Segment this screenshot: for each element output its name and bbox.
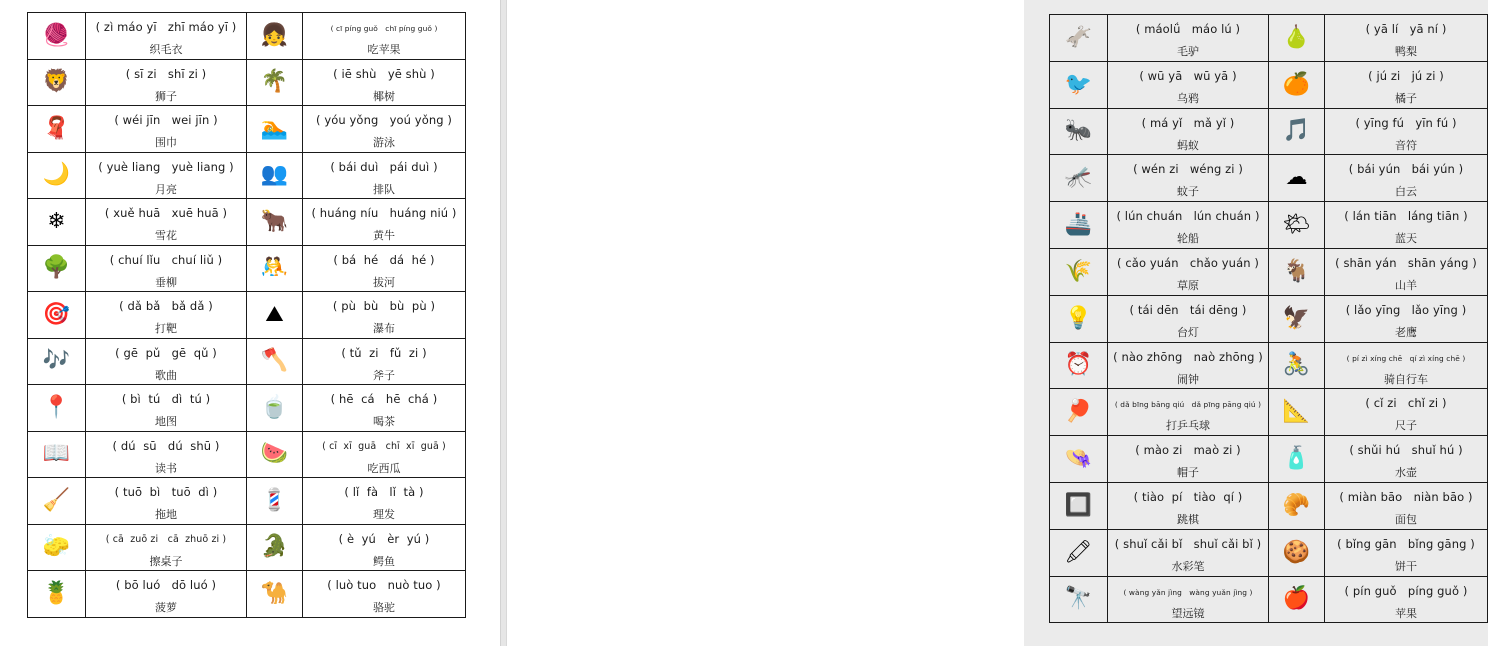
picture-cell bbox=[247, 385, 303, 432]
desk-lamp-icon: 💡 bbox=[1064, 305, 1093, 331]
table-row bbox=[28, 571, 466, 618]
scarf-icon: 🧣 bbox=[42, 115, 71, 141]
pinyin-cell bbox=[303, 524, 466, 571]
hanzi-word: 喝茶 bbox=[373, 415, 395, 428]
pinyin-cell bbox=[1325, 155, 1488, 202]
pinyin-cell bbox=[1325, 61, 1488, 108]
pinyin-choices: ( sī zi shī zi ) bbox=[125, 66, 207, 81]
hanzi-word: 老鹰 bbox=[1395, 325, 1417, 339]
pinyin-table-left bbox=[27, 12, 466, 618]
hanzi-word: 蚊子 bbox=[1177, 185, 1199, 199]
worksheet-page-left bbox=[0, 0, 500, 646]
hanzi-word: 打乒乓球 bbox=[1166, 419, 1210, 433]
picture-cell bbox=[247, 292, 303, 339]
pinyin-choices: ( shuǐ cǎi bǐ shuǐ cǎi bǐ ) bbox=[1114, 536, 1262, 551]
table-row bbox=[1050, 15, 1488, 62]
pinyin-choices: ( wéi jīn wei jīn ) bbox=[114, 113, 218, 127]
target-icon: 🎯 bbox=[42, 301, 71, 327]
hanzi-word: 轮船 bbox=[1177, 232, 1199, 246]
picture-cell bbox=[247, 152, 303, 199]
pinyin-choices: ( cā zuō zi cā zhuō zi ) bbox=[105, 533, 227, 545]
pinyin-cell bbox=[86, 199, 247, 246]
table-row bbox=[1050, 389, 1488, 436]
pinyin-cell bbox=[1325, 15, 1488, 62]
pinyin-cell bbox=[303, 338, 466, 385]
pinyin-choices: ( tái dēn tái dēng ) bbox=[1129, 302, 1247, 317]
pinyin-choices: ( lǎo yīng lǎo yīng ) bbox=[1345, 302, 1467, 317]
pinyin-choices: ( pín guǒ píng guǒ ) bbox=[1344, 583, 1468, 598]
hanzi-word: 地图 bbox=[155, 415, 177, 428]
pinyin-cell bbox=[1108, 295, 1269, 342]
pinyin-cell bbox=[86, 59, 247, 106]
picture-cell bbox=[247, 431, 303, 478]
pinyin-cell bbox=[86, 152, 247, 199]
picture-cell bbox=[1050, 529, 1108, 576]
picture-cell bbox=[28, 106, 86, 153]
picture-cell bbox=[1050, 15, 1108, 62]
kids-eating-watermelon-icon: 🍉 bbox=[260, 441, 289, 467]
pinyin-cell bbox=[1325, 436, 1488, 483]
hanzi-word: 鳄鱼 bbox=[373, 554, 395, 568]
pinyin-choices: ( pù bù bù pù ) bbox=[332, 299, 436, 313]
hanzi-word: 斧子 bbox=[373, 368, 395, 382]
hanzi-word: 月亮 bbox=[155, 182, 177, 196]
picture-cell bbox=[247, 106, 303, 153]
pinyin-choices: ( wū yā wū yā ) bbox=[1139, 68, 1237, 83]
pinyin-choices: ( lán tiān láng tiān ) bbox=[1344, 209, 1468, 224]
pinyin-cell bbox=[1108, 389, 1269, 436]
picture-cell bbox=[1050, 248, 1108, 295]
hanzi-word: 吃苹果 bbox=[367, 43, 401, 56]
pinyin-cell bbox=[86, 338, 247, 385]
pinyin-cell bbox=[1325, 108, 1488, 155]
hanzi-word: 饼干 bbox=[1395, 559, 1417, 573]
crocodile-icon: 🐊 bbox=[260, 534, 289, 560]
hanzi-word: 围巾 bbox=[155, 136, 177, 149]
hanzi-word: 蓝天 bbox=[1395, 232, 1417, 246]
pinyin-cell bbox=[1325, 248, 1488, 295]
hanzi-word: 鸭梨 bbox=[1395, 45, 1417, 58]
pinyin-cell bbox=[303, 478, 466, 525]
watercolor-pens-icon: 🖍 bbox=[1064, 539, 1093, 565]
pinyin-choices: ( mào zi maò zi ) bbox=[1135, 443, 1241, 458]
pinyin-cell bbox=[303, 59, 466, 106]
picture-cell bbox=[28, 385, 86, 432]
hanzi-word: 垂柳 bbox=[155, 275, 177, 289]
mopping-floor-icon: 🧹 bbox=[42, 487, 71, 513]
pinyin-choices: ( yīng fú yīn fú ) bbox=[1355, 115, 1457, 130]
pinyin-cell bbox=[86, 524, 247, 571]
picture-cell bbox=[1269, 15, 1325, 62]
pinyin-choices: ( è yú èr yú ) bbox=[338, 531, 430, 546]
swimming-icon: 🏊 bbox=[260, 115, 289, 141]
pinyin-cell bbox=[86, 13, 247, 60]
pinyin-choices: ( dǎ bīng bāng qiú dǎ pīng pāng qiú ) bbox=[1114, 400, 1262, 410]
hanzi-word: 排队 bbox=[373, 182, 395, 196]
pinyin-choices: ( wàng yǎn jìng wàng yuǎn jìng ) bbox=[1123, 587, 1253, 597]
hanzi-word: 打靶 bbox=[155, 322, 177, 335]
table-row bbox=[1050, 108, 1488, 155]
hanzi-word: 雪花 bbox=[155, 229, 177, 242]
grassland-icon: 🌾 bbox=[1064, 258, 1093, 284]
pinyin-choices: ( cī xī guā chī xī guā ) bbox=[322, 440, 446, 452]
pinyin-choices: ( má yǐ mǎ yǐ ) bbox=[1141, 115, 1235, 130]
pinyin-cell bbox=[86, 292, 247, 339]
hanzi-word: 拖地 bbox=[155, 508, 177, 521]
hanzi-word: 读书 bbox=[155, 461, 177, 475]
pinyin-choices: ( nào zhōng naò zhōng ) bbox=[1113, 349, 1263, 364]
picture-cell bbox=[28, 571, 86, 618]
hanzi-word: 苹果 bbox=[1395, 606, 1417, 620]
table-row bbox=[28, 338, 466, 385]
picture-cell bbox=[1269, 576, 1325, 623]
moon-icon: 🌙 bbox=[42, 162, 71, 188]
table-row bbox=[1050, 342, 1488, 389]
hanzi-word: 擦桌子 bbox=[149, 554, 183, 568]
picture-cell bbox=[1050, 108, 1108, 155]
pinyin-cell bbox=[303, 152, 466, 199]
table-row bbox=[1050, 295, 1488, 342]
pinyin-choices: ( cǐ zi chǐ zi ) bbox=[1365, 396, 1447, 411]
picture-cell bbox=[1050, 155, 1108, 202]
pineapple-icon: 🍍 bbox=[42, 580, 71, 606]
pinyin-choices: ( luò tuo nuò tuo ) bbox=[327, 578, 441, 592]
table-row bbox=[1050, 529, 1488, 576]
pinyin-cell bbox=[303, 431, 466, 478]
pinyin-cell bbox=[1108, 342, 1269, 389]
table-row bbox=[28, 13, 466, 60]
page-gutter bbox=[500, 0, 507, 646]
pinyin-choices: ( dú sū dú shū ) bbox=[112, 438, 220, 453]
pinyin-choices: ( hē cá hē chá ) bbox=[330, 392, 438, 406]
girl-eating-apple-icon: 👧 bbox=[260, 22, 289, 48]
pinyin-cell bbox=[303, 13, 466, 60]
donkey-icon: 🫏 bbox=[1064, 24, 1093, 50]
musical-notes-icon: 🎵 bbox=[1282, 118, 1311, 144]
hanzi-word: 瀑布 bbox=[373, 322, 395, 335]
picture-cell bbox=[1269, 529, 1325, 576]
hanzi-word: 椰树 bbox=[373, 89, 395, 103]
picture-cell bbox=[247, 199, 303, 246]
picture-cell bbox=[1050, 436, 1108, 483]
picture-cell bbox=[28, 13, 86, 60]
picture-cell bbox=[247, 59, 303, 106]
camel-icon: 🐪 bbox=[260, 580, 289, 606]
table-row bbox=[28, 524, 466, 571]
table-row bbox=[1050, 576, 1488, 623]
hanzi-word: 黄牛 bbox=[373, 229, 395, 242]
table-row bbox=[28, 478, 466, 525]
pinyin-cell bbox=[86, 571, 247, 618]
ox-icon: 🐂 bbox=[260, 208, 289, 234]
pinyin-choices: ( bái duì pái duì ) bbox=[330, 159, 438, 174]
pinyin-choices: ( bá hé dá hé ) bbox=[333, 252, 435, 267]
hanzi-word: 毛驴 bbox=[1177, 45, 1199, 58]
cookies-icon: 🍪 bbox=[1282, 539, 1311, 565]
picture-cell bbox=[1050, 295, 1108, 342]
eagle-icon: 🦅 bbox=[1282, 305, 1311, 331]
music-notes-icon: 🎶 bbox=[42, 348, 71, 374]
crow-icon: 🐦 bbox=[1064, 71, 1093, 97]
cyclists-icon: 🚴 bbox=[1282, 352, 1311, 378]
pinyin-cell bbox=[303, 106, 466, 153]
pinyin-choices: ( gē pǔ gē qǔ ) bbox=[115, 345, 217, 360]
pinyin-choices: ( lǐ fà lǐ tà ) bbox=[344, 485, 424, 499]
picture-cell bbox=[247, 571, 303, 618]
water-bottle-icon: 🧴 bbox=[1282, 446, 1311, 472]
pinyin-choices: ( shān yán shān yáng ) bbox=[1335, 255, 1477, 270]
pinyin-cell bbox=[1108, 482, 1269, 529]
hanzi-word: 理发 bbox=[373, 508, 395, 521]
pinyin-choices: ( miàn bāo niàn bāo ) bbox=[1339, 489, 1473, 504]
picture-cell bbox=[28, 152, 86, 199]
picture-cell bbox=[247, 13, 303, 60]
pinyin-cell bbox=[1108, 436, 1269, 483]
hanzi-word: 望远镜 bbox=[1171, 606, 1205, 620]
pinyin-choices: ( xuě huā xuē huā ) bbox=[104, 206, 228, 220]
axe-icon: 🪓 bbox=[260, 348, 289, 374]
picture-cell bbox=[1269, 342, 1325, 389]
pinyin-cell bbox=[1108, 61, 1269, 108]
hanzi-word: 面包 bbox=[1395, 512, 1417, 526]
pinyin-cell bbox=[303, 245, 466, 292]
table-row bbox=[1050, 436, 1488, 483]
pinyin-cell bbox=[1325, 295, 1488, 342]
picture-cell bbox=[28, 199, 86, 246]
hanzi-word: 菠萝 bbox=[155, 601, 177, 614]
table-row bbox=[1050, 248, 1488, 295]
apples-icon: 🍎 bbox=[1282, 586, 1311, 612]
pinyin-choices: ( tiào pí tiào qí ) bbox=[1133, 489, 1243, 504]
goat-icon: 🐐 bbox=[1282, 258, 1311, 284]
picture-cell bbox=[28, 478, 86, 525]
table-row bbox=[28, 152, 466, 199]
picture-cell bbox=[1269, 202, 1325, 249]
pinyin-cell bbox=[1108, 108, 1269, 155]
picture-cell bbox=[1269, 436, 1325, 483]
hanzi-word: 闹钟 bbox=[1177, 372, 1199, 386]
picture-cell bbox=[28, 59, 86, 106]
tug-of-war-icon: 🤼 bbox=[260, 255, 289, 281]
hanzi-word: 跳棋 bbox=[1177, 512, 1199, 526]
pinyin-choices: ( bì tú dì tú ) bbox=[121, 392, 211, 406]
picture-cell bbox=[247, 338, 303, 385]
pinyin-cell bbox=[1325, 576, 1488, 623]
hanzi-word: 歌曲 bbox=[155, 368, 177, 382]
map-pin-icon: 📍 bbox=[42, 394, 71, 420]
table-row bbox=[28, 431, 466, 478]
pinyin-choices: ( dǎ bǎ bǎ dǎ ) bbox=[119, 299, 213, 313]
picture-cell bbox=[1050, 342, 1108, 389]
table-row bbox=[28, 199, 466, 246]
pinyin-cell bbox=[1325, 482, 1488, 529]
hanzi-word: 尺子 bbox=[1395, 419, 1417, 433]
picture-cell bbox=[247, 524, 303, 571]
pinyin-choices: ( huáng níu huáng niú ) bbox=[311, 206, 457, 220]
table-row bbox=[1050, 155, 1488, 202]
picture-cell bbox=[1269, 389, 1325, 436]
table-row bbox=[28, 385, 466, 432]
pinyin-choices: ( tuō bì tuō dì ) bbox=[114, 485, 218, 499]
hanzi-word: 山羊 bbox=[1395, 278, 1417, 292]
bread-icon: 🥐 bbox=[1282, 492, 1311, 518]
hanzi-word: 橘子 bbox=[1395, 91, 1417, 105]
hanzi-word: 草原 bbox=[1177, 278, 1199, 292]
hanzi-word: 乌鸦 bbox=[1177, 91, 1199, 105]
willow-tree-icon: 🌳 bbox=[42, 255, 71, 281]
pinyin-cell bbox=[303, 385, 466, 432]
picture-cell bbox=[28, 245, 86, 292]
ship-icon: 🚢 bbox=[1064, 212, 1093, 238]
telescope-icon: 🔭 bbox=[1064, 586, 1093, 612]
picture-cell bbox=[1269, 482, 1325, 529]
pinyin-choices: ( lún chuán lún chuán ) bbox=[1116, 209, 1260, 224]
orange-icon: 🍊 bbox=[1282, 71, 1311, 97]
pinyin-choices: ( bǐng gān bǐng gāng ) bbox=[1337, 536, 1475, 551]
mosquito-icon: 🦟 bbox=[1064, 165, 1093, 191]
reading-child-icon: 📖 bbox=[42, 441, 71, 467]
hanzi-word: 帽子 bbox=[1177, 466, 1199, 480]
barber-icon: 💈 bbox=[260, 487, 289, 513]
pinyin-choices: ( wén zi wéng zi ) bbox=[1133, 162, 1243, 177]
worksheet-page-right bbox=[507, 0, 1477, 646]
pinyin-choices: ( máolǘ máo lú ) bbox=[1135, 22, 1241, 36]
pinyin-choices: ( yā lí yā ní ) bbox=[1365, 22, 1447, 36]
table-tennis-icon: 🏓 bbox=[1064, 399, 1093, 425]
hanzi-word: 台灯 bbox=[1177, 325, 1199, 339]
pinyin-choices: ( bái yún bái yún ) bbox=[1348, 162, 1464, 177]
lion-icon: 🦁 bbox=[42, 69, 71, 95]
pinyin-cell bbox=[1325, 529, 1488, 576]
picture-cell bbox=[28, 431, 86, 478]
pinyin-choices: ( yóu yǒng yoú yǒng ) bbox=[316, 113, 452, 127]
pinyin-choices: ( chuí lǐu chuí liǔ ) bbox=[109, 252, 223, 267]
alarm-clock-icon: ⏰ bbox=[1064, 352, 1093, 378]
table-row bbox=[1050, 482, 1488, 529]
hanzi-word: 吃西瓜 bbox=[367, 461, 401, 475]
waterfall-icon: ⛰ bbox=[265, 301, 284, 327]
picture-cell bbox=[1269, 295, 1325, 342]
picture-cell bbox=[1269, 61, 1325, 108]
pinyin-choices: ( iē shù yē shù ) bbox=[333, 66, 435, 81]
snowflake-icon: ❄ bbox=[47, 208, 66, 234]
pinyin-cell bbox=[86, 478, 247, 525]
pinyin-choices: ( shǔi hú shuǐ hú ) bbox=[1349, 443, 1463, 458]
table-row bbox=[1050, 202, 1488, 249]
table-row bbox=[28, 245, 466, 292]
ant-icon: 🐜 bbox=[1064, 118, 1093, 144]
hanzi-word: 水彩笔 bbox=[1171, 559, 1205, 573]
picture-cell bbox=[28, 338, 86, 385]
pinyin-cell bbox=[86, 245, 247, 292]
table-row bbox=[1050, 61, 1488, 108]
pinyin-table-right bbox=[1049, 14, 1488, 623]
picture-cell bbox=[1269, 108, 1325, 155]
hanzi-word: 蚂蚁 bbox=[1177, 138, 1199, 152]
picture-cell bbox=[247, 478, 303, 525]
hanzi-word: 骑自行车 bbox=[1384, 372, 1428, 386]
hanzi-word: 骆驼 bbox=[373, 601, 395, 614]
pinyin-cell bbox=[1108, 155, 1269, 202]
pinyin-cell bbox=[1325, 202, 1488, 249]
hanzi-word: 白云 bbox=[1395, 185, 1417, 199]
pinyin-choices: ( cī píng guǒ chī píng guǒ ) bbox=[330, 24, 438, 33]
picture-cell bbox=[28, 292, 86, 339]
picture-cell bbox=[1050, 389, 1108, 436]
pinyin-cell bbox=[1108, 248, 1269, 295]
picture-cell bbox=[28, 524, 86, 571]
hanzi-word: 水壶 bbox=[1395, 466, 1417, 480]
blue-sky-icon: 🌤 bbox=[1282, 212, 1311, 238]
pinyin-choices: ( cǎo yuán chǎo yuán ) bbox=[1117, 255, 1259, 270]
girl-drinking-tea-icon: 🍵 bbox=[260, 394, 289, 420]
picture-cell bbox=[1050, 482, 1108, 529]
coconut-tree-icon: 🌴 bbox=[260, 69, 289, 95]
checkers-board-icon: 🔲 bbox=[1064, 492, 1093, 518]
pinyin-cell bbox=[1108, 576, 1269, 623]
pinyin-cell bbox=[1108, 15, 1269, 62]
wiping-table-icon: 🧽 bbox=[42, 534, 71, 560]
pinyin-cell bbox=[1108, 202, 1269, 249]
pinyin-choices: ( tǔ zi fǔ zi ) bbox=[341, 345, 427, 360]
pinyin-choices: ( bō luó dō luó ) bbox=[115, 578, 217, 592]
pinyin-choices: ( zì máo yī zhī máo yī ) bbox=[95, 20, 237, 34]
hanzi-word: 游泳 bbox=[373, 136, 395, 149]
picture-cell bbox=[1050, 576, 1108, 623]
hanzi-word: 狮子 bbox=[155, 89, 177, 103]
knitting-girl-icon: 🧶 bbox=[42, 22, 71, 48]
pinyin-cell bbox=[303, 199, 466, 246]
hanzi-word: 拔河 bbox=[373, 275, 395, 289]
pinyin-cell bbox=[86, 431, 247, 478]
pinyin-choices: ( jú zi jú zi ) bbox=[1368, 68, 1444, 83]
cloud-icon: ☁ bbox=[1285, 165, 1308, 191]
pinyin-choices: ( yuè liang yuè liang ) bbox=[98, 159, 234, 174]
pinyin-cell bbox=[1325, 389, 1488, 436]
pinyin-cell bbox=[303, 571, 466, 618]
pinyin-cell bbox=[1325, 342, 1488, 389]
pinyin-cell bbox=[86, 385, 247, 432]
pinyin-cell bbox=[1108, 529, 1269, 576]
picture-cell bbox=[1050, 61, 1108, 108]
hanzi-word: 音符 bbox=[1395, 138, 1417, 152]
table-row bbox=[28, 106, 466, 153]
pinyin-cell bbox=[303, 292, 466, 339]
hat-icon: 👒 bbox=[1064, 446, 1093, 472]
pinyin-choices: ( pí zì xíng chē qí zì xíng chē ) bbox=[1346, 353, 1466, 363]
pinyin-cell bbox=[86, 106, 247, 153]
pear-icon: 🍐 bbox=[1282, 24, 1311, 50]
picture-cell bbox=[1050, 202, 1108, 249]
queue-people-icon: 👥 bbox=[260, 162, 289, 188]
hanzi-word: 织毛衣 bbox=[149, 43, 183, 56]
picture-cell bbox=[1269, 248, 1325, 295]
table-row bbox=[28, 292, 466, 339]
ruler-icon: 📐 bbox=[1282, 399, 1311, 425]
picture-cell bbox=[1269, 155, 1325, 202]
table-row bbox=[28, 59, 466, 106]
picture-cell bbox=[247, 245, 303, 292]
